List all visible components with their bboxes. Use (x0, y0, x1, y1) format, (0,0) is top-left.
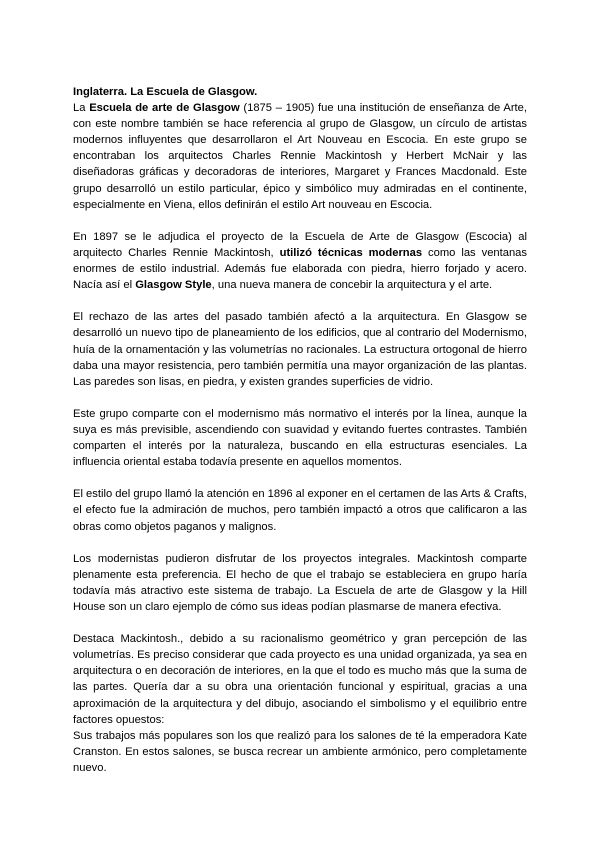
p2-text-e: , una nueva manera de concebir la arquitectura y el arte. (211, 279, 493, 292)
p1-bold-school-name: Escuela de arte de Glasgow (89, 102, 240, 115)
p2-bold-glasgow-style: Glasgow Style (135, 279, 212, 292)
paragraph-mackintosh: Destaca Mackintosh., debido a su racionalismo geométrico y gran percepción de las volumetrías. Es preciso considerar que cada proyecto es una unidad organizada, ya sea en arquitectura o en decoración de interiores, en la que el todo es mucho más que la suma de las partes. Quería dar a su obra una orientación funcional y espiritual, gracias a una aproximación de la arquitectura y del dibujo, asociando el simbolismo y el equilibrio entre factores opuestos: (73, 633, 527, 726)
p1-text-c: (1875 – 1905) fue una institución de enseñanza de Arte, con este nombre también se hace referencia al grupo de Glasgow, un círculo de artistas modernos influyentes que desarrollaron el Art Nouveau en Escocia. En este grupo se encontraban los arquitectos Charles Rennie Mackintosh y Herbert McNair y las diseñadoras gráficas y decoradoras de interiores, Margaret y Frances Macdonald. Este grupo desarrolló un estilo particular, épico y simbólico muy admiradas en el continente, especialmente en Viena, ellos definirán el estilo Art nouveau en Escocia. (73, 102, 527, 211)
section-heading: Inglaterra. La Escuela de Glasgow. (73, 86, 258, 98)
p2-text-a: En 1897 se le adjudica el proyecto de la Escuela de Arte de Glasgow (Escocia) al arquitecto Charles Rennie Mackintosh, (73, 230, 527, 259)
paragraph-modernism: Este grupo comparte con el modernismo más normativo el interés por la línea, aunque la suya es más previsible, ascendiendo con suavidad y evitando fuertes contrastes. También comparten el interés por la naturaleza, buscando en ella estructuras esenciales. La influencia oriental estaba todavía presente en aquellos momentos. (73, 407, 527, 469)
p2-text-c: como las ventanas enormes de estilo industrial. Además fue elaborada con piedra, hierro forjado y acero. Nacía así el (73, 246, 528, 292)
p1-text-a: La (73, 102, 90, 115)
p2-bold-techniques: utilizó técnicas modernas (279, 246, 423, 259)
paragraph-integral-projects: Los modernistas pudieron disfrutar de los proyectos integrales. Mackintosh comparte plenamente esta preferencia. El hecho de que el trabajo se estableciera en grupo haría todavía más atractivo este sistema de trabajo. La Escuela de arte de Glasgow y la Hill House son un claro ejemplo de cómo sus ideas podían plasmarse de manera efectiva. (73, 552, 527, 613)
paragraph-1896: El estilo del grupo llamó la atención en 1896 al exponer en el certamen de las Arts & Crafts, el efecto fue la admiración de muchos, pero también impactó a otros que calificaron a las obras como objetos paganos y malignos. (73, 488, 527, 533)
paragraph-tea-rooms: Sus trabajos más populares son los que realizó para los salones de té la emperadora Kate Cranston. En estos salones, se busca recrear un ambiente armónico, pero completamente nuevo. (73, 729, 527, 774)
paragraph-intro (73, 100, 527, 213)
paragraph-1897 (73, 229, 527, 293)
document-page (73, 84, 527, 776)
paragraph-rejection: El rechazo de las artes del pasado también afectó a la arquitectura. En Glasgow se desarrolló un nuevo tipo de planeamiento de los edificios, que al contrario del Modernismo, huía de la ornamentación y las volumetrías no racionales. La estructura ortogonal de hierro daba una mayor resistencia, pero también permitía una mayor organización de las plantas. Las paredes son lisas, en piedra, y existen grandes superficies de vidrio. (73, 311, 527, 388)
